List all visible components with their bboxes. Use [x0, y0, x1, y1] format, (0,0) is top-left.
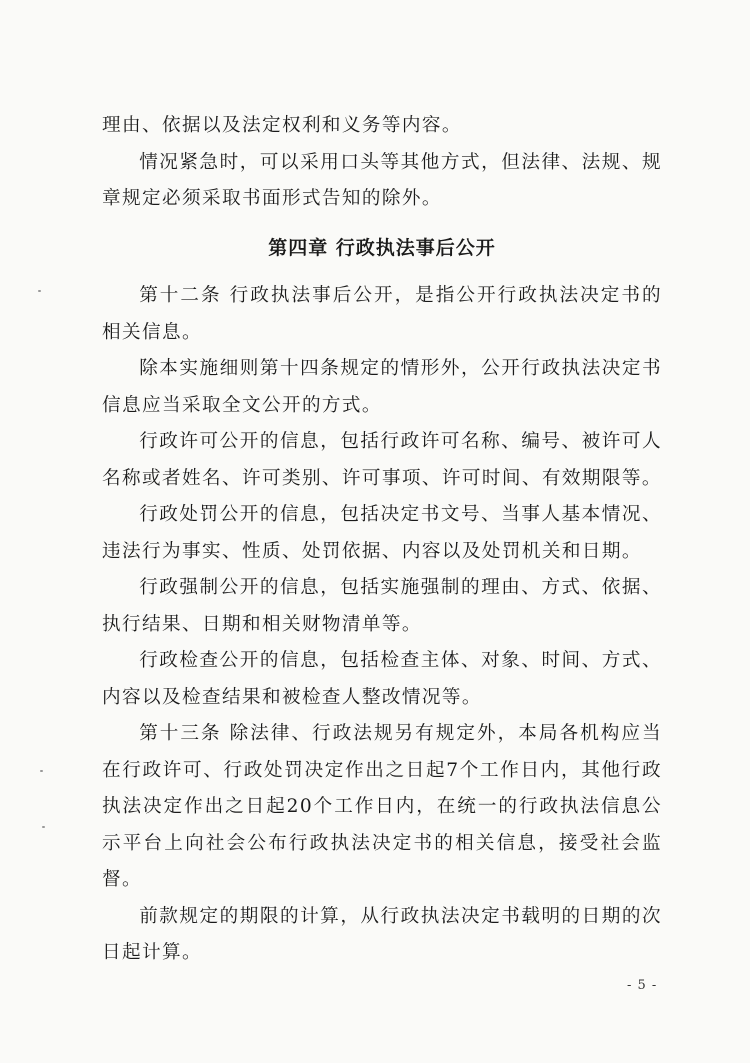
scan-speck [38, 290, 41, 292]
paragraph: 行政处罚公开的信息，包括决定书文号、当事人基本情况、违法行为事实、性质、处罚依据、内容以及处罚机关和日期。 [102, 504, 662, 562]
paragraph: 前款规定的期限的计算，从行政执法决定书载明的日期的次日起计算。 [102, 905, 662, 963]
document-body [102, 108, 662, 972]
paragraph: 第十三条 除法律、行政法规另有规定外，本局各机构应当在行政许可、行政处罚决定作出之日起7个工作日内，其他行政执法决定作出之日起20个工作日内，在统一的行政执法信息公示平台上向社会公布行政执法决定书的相关信息，接受社会监督。 [102, 723, 662, 890]
scan-speck [40, 770, 43, 772]
paragraph: 情况紧急时，可以采用口头等其他方式，但法律、法规、规章规定必须采取书面形式告知的除外。 [102, 151, 662, 209]
paragraph: 行政许可公开的信息，包括行政许可名称、编号、被许可人名称或者姓名、许可类别、许可事项、许可时间、有效期限等。 [102, 431, 662, 489]
paragraph: 除本实施细则第十四条规定的情形外，公开行政执法决定书信息应当采取全文公开的方式。 [102, 358, 662, 416]
paragraph: 行政检查公开的信息，包括检查主体、对象、时间、方式、内容以及检查结果和被检查人整改情况等。 [102, 650, 662, 708]
page-number: - 5 - [627, 978, 658, 993]
scan-speck [42, 826, 45, 828]
paragraph: 行政强制公开的信息，包括实施强制的理由、方式、依据、执行结果、日期和相关财物清单等。 [102, 577, 662, 635]
paragraph: 第十二条 行政执法事后公开，是指公开行政执法决定书的相关信息。 [102, 285, 662, 343]
chapter-title: 第四章 行政执法事后公开 [268, 236, 496, 259]
paragraph: 理由、依据以及法定权利和义务等内容。 [102, 115, 462, 136]
